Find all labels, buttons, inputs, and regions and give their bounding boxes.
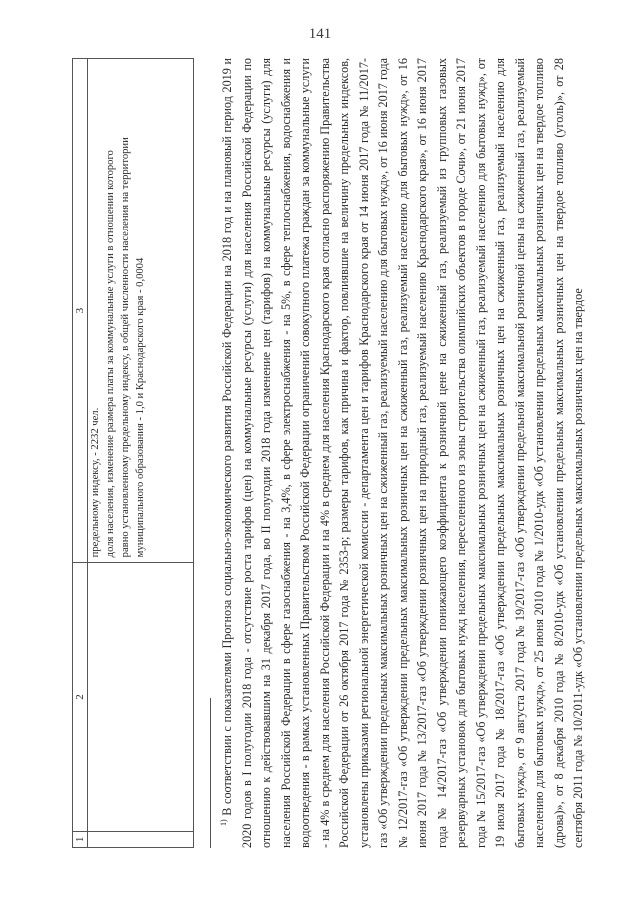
table-header-row <box>73 59 88 848</box>
footnote-text: В соответствии с показателями Прогноза социально-экономического развития Российской Федерации на 2018 год и на плановый период 2019 и 2020 годов в I полугодии 2018 года - отсутствие роста тарифов (цен) на коммунальные ресурсы (услуги) для населения Российской Федерации по отношению к действовавшим на 31 декабря 2017 года, во II полугодии 2018 года изменение цен (тарифов) на коммунальные ресурсы (услуги) для населения Российской Федерации в сфере газоснабжения - на 3,4%, в сфере электроснабжения - на 5%, в сфере теплоснабжения, водоснабжения и водоотведения - в рамках установленных Правительством Российской Федерации ограничений совокупного платежа граждан за коммунальные услуги - на 4% в среднем для населения Российской Федерации и на 4% в среднем для населения Краснодарского края согласно распоряжению Правительства Российской Федерации от 26 октября 2017 года № 2353-р; размеры тарифов, как причина и фактор, повлиявшие на величину предельных индексов, установлены приказами региональной энергетической комиссии - департамента цен и тарифов Краснодарского края от 14 июня 2017 года № 11/2017-газ «Об утверждении предельных максимальных розничных цен на сжиженный газ, реализуемый населению для бытовых нужд», от 16 июня 2017 года № 12/2017-газ «Об утверждении предельных максимальных розничных цен на сжиженный газ, реализуемый населению для бытовых нужд», от 16 июня 2017 года № 13/2017-газ «Об утверждении розничных цен на природный газ, реализуемый населению Краснодарского края», от 16 июня 2017 года № 14/2017-газ «Об утверждении понижающего коэффициента к розничной цене на сжиженный газ, реализуемый из групповых газовых резервуарных установок для бытовых нужд населения, переселенного из зоны строительства олимпийских объектов в городе Сочи», от 21 июня 2017 года № 15/2017-газ «Об утверждении предельных максимальных розничных цен на сжиженный газ, реализуемый населению для бытовых нужд», от 19 июля 2017 года № 18/2017-газ «Об утверждении предельных максимальных розничных цен на сжиженный газ, реализуемый населению для бытовых нужд», от 9 августа 2017 года № 19/2017-газ «Об утверждении предельной максимальной розничной цены на сжиженный газ, реализуемый населению для бытовых нужд», от 25 июня 2010 года № 1/2010-удк «Об установлении предельных максимальных розничных цен на твердое топливо (дрова)», от 8 декабря 2010 года № 8/2010-удк «Об установлении предельных максимальных розничных цен на твердое топливо (уголь)», от 28 сентября 2011 года № 10/2011-удк «Об установлении предельных максимальных розничных цен на твердое <box>220 58 585 848</box>
column-number-1: 1 <box>73 831 88 847</box>
table-cell-line: муниципального образования - 1,0 и Краснодарского края - 0,0004 <box>135 257 146 558</box>
table-cell-empty-2 <box>88 563 194 831</box>
footnote-divider <box>210 698 211 848</box>
footnote <box>218 58 589 848</box>
table-cell-line: предельному индексу, - 2232 чел. <box>90 407 101 558</box>
indices-table <box>72 58 194 848</box>
table-cell-description <box>88 59 194 563</box>
table-cell-line: равно установленному предельному индексу, в общей численности населения на территории <box>120 137 131 558</box>
column-number-2: 2 <box>73 563 88 831</box>
table-row <box>88 59 194 848</box>
page-number: 141 <box>308 26 332 42</box>
rotated-page-content <box>72 58 592 848</box>
table-cell-line: доля населения, изменение размера платы за коммунальные услуги в отношении которого <box>105 150 116 558</box>
column-number-3: 3 <box>73 59 88 563</box>
footnote-marker: 1) <box>218 819 228 826</box>
table-cell-empty-1 <box>88 831 194 847</box>
